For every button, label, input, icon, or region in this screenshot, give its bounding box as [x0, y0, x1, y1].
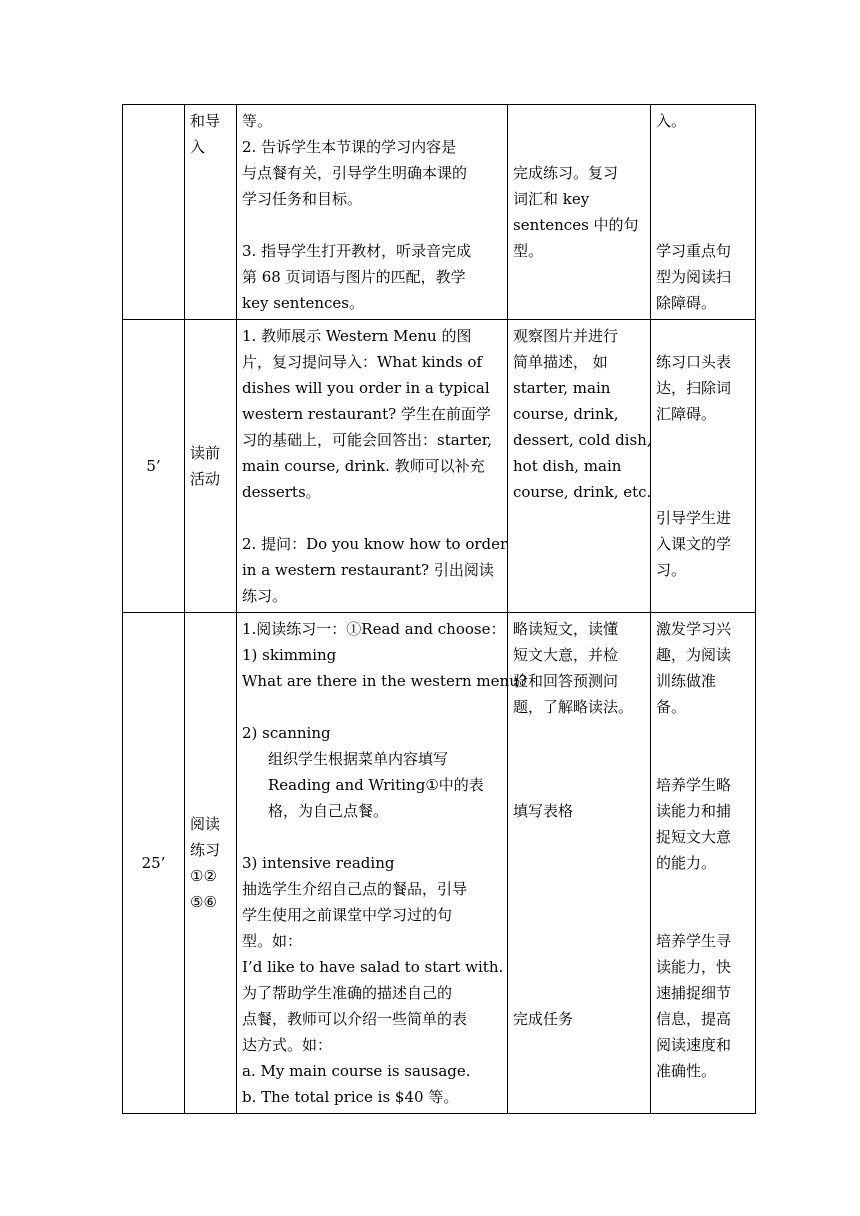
text-line: 词汇和 key — [513, 190, 590, 208]
teacher-activity-cell — [237, 320, 508, 613]
text-line: 3) intensive reading — [242, 854, 395, 872]
text-line: 除障碍。 — [656, 294, 717, 312]
blank-line — [656, 746, 750, 772]
stage-text-line: 读前 — [190, 444, 221, 462]
text-line: 达方式。如： — [242, 1036, 333, 1054]
stage-cell — [185, 320, 237, 613]
table-row — [123, 613, 756, 1114]
blank-line — [656, 186, 750, 212]
text-line: 型为阅读扫 — [656, 268, 732, 286]
text-line: 片，复习提问导入：What kinds of — [242, 353, 483, 371]
blank-line — [513, 928, 645, 954]
text-line: 型。如： — [242, 932, 303, 950]
blank-line — [513, 902, 645, 928]
text-line: 验和回答预测问 — [513, 672, 619, 690]
text-line: western restaurant? 学生在前面学 — [242, 405, 491, 423]
text-line: a. My main course is sausage. — [242, 1062, 471, 1080]
teacher-activity-cell — [237, 105, 508, 320]
text-line: 简单描述， 如 — [513, 353, 608, 371]
text-line: What are there in the western menu? — [242, 672, 527, 690]
text-line: 2. 提问：Do you know how to order — [242, 535, 508, 553]
text-line: 2. 告诉学生本节课的学习内容是 — [242, 138, 457, 156]
blank-line — [242, 212, 502, 238]
blank-line — [242, 694, 502, 720]
blank-line — [656, 323, 750, 349]
blank-line — [513, 134, 645, 160]
text-line: 入课文的学 — [656, 535, 732, 553]
text-line: 完成任务 — [513, 1010, 574, 1028]
blank-line — [513, 772, 645, 798]
text-line: 点餐，教师可以介绍一些简单的表 — [242, 1010, 468, 1028]
text-line: sentences 中的句 — [513, 216, 639, 234]
text-line: 为了帮助学生准确的描述自己的 — [242, 984, 453, 1002]
teacher-activity-cell — [237, 613, 527, 1114]
text-line: 达，扫除词 — [656, 379, 732, 397]
blank-line — [513, 980, 645, 1006]
stage-text-line: 活动 — [190, 470, 221, 488]
text-line: Reading and Writing①中的表 — [268, 776, 484, 794]
text-line: 激发学习兴 — [656, 620, 732, 638]
text-line: 汇障碍。 — [656, 405, 717, 423]
text-line: starter, main — [513, 379, 611, 397]
stage-text-line: 和导 — [190, 112, 221, 130]
blank-line — [513, 954, 645, 980]
text-line: b. The total price is $40 等。 — [242, 1088, 459, 1106]
blank-line — [513, 876, 645, 902]
text-line: desserts。 — [242, 483, 321, 501]
text-line: 3. 指导学生打开教材，听录音完成 — [242, 242, 472, 260]
text-line: 填写表格 — [513, 802, 574, 820]
stage-text-line: ①② — [190, 867, 217, 885]
text-line: I’d like to have salad to start with. — [242, 958, 504, 976]
text-line: 等。 — [242, 112, 273, 130]
time-cell: 25’ — [123, 613, 185, 1114]
text-line: course, drink, etc. — [513, 483, 652, 501]
text-line: 格，为自己点餐。 — [268, 802, 389, 820]
blank-line — [656, 134, 750, 160]
text-line: main course, drink. 教师可以补充 — [242, 457, 485, 475]
blank-line — [513, 850, 645, 876]
purpose-cell — [651, 613, 756, 1114]
stage-text-line: 练习 — [190, 841, 221, 859]
blank-line — [656, 479, 750, 505]
text-line: 培养学生寻 — [656, 932, 732, 950]
text-line: 略读短文，读懂 — [513, 620, 619, 638]
table-row — [123, 105, 756, 320]
text-line: course, drink, — [513, 405, 619, 423]
stage-text-line: ⑤⑥ — [190, 893, 217, 911]
text-line: 训练做准 — [656, 672, 717, 690]
time-cell: 5’ — [123, 320, 185, 613]
text-line: 练习口头表 — [656, 353, 732, 371]
text-line: 1.阅读练习一：①Read and choose： — [242, 620, 506, 638]
purpose-cell — [651, 105, 756, 320]
text-line: 练习。 — [242, 587, 288, 605]
blank-line — [656, 453, 750, 479]
text-line: 培养学生略 — [656, 776, 732, 794]
text-line: 第 68 页词语与图片的匹配，教学 — [242, 268, 466, 286]
text-line: 1. 教师展示 Western Menu 的图 — [242, 327, 472, 345]
text-line: 2) scanning — [242, 724, 331, 742]
blank-line — [513, 108, 645, 134]
student-activity-cell — [508, 320, 651, 613]
text-line: 短文大意，并检 — [513, 646, 619, 664]
text-line: 速捕捉细节 — [656, 984, 732, 1002]
text-line: 学生使用之前课堂中学习过的句 — [242, 906, 453, 924]
blank-line — [513, 824, 645, 850]
text-line: 组织学生根据菜单内容填写 — [268, 750, 449, 768]
blank-line — [513, 720, 645, 746]
blank-line — [656, 427, 750, 453]
blank-line — [242, 505, 502, 531]
text-line: 完成练习。复习 — [513, 164, 619, 182]
blank-line — [242, 824, 502, 850]
lesson-plan-table — [122, 104, 756, 1114]
text-line: dishes will you order in a typical — [242, 379, 490, 397]
blank-line — [656, 876, 750, 902]
text-line: 准确性。 — [656, 1062, 717, 1080]
text-line: 与点餐有关，引导学生明确本课的 — [242, 164, 468, 182]
purpose-cell — [651, 320, 756, 613]
text-line: 趣，为阅读 — [656, 646, 732, 664]
blank-line — [656, 902, 750, 928]
text-line: 学习重点句 — [656, 242, 732, 260]
text-line: dessert, cold dish, — [513, 431, 652, 449]
text-line: 捉短文大意 — [656, 828, 732, 846]
text-line: 入。 — [656, 112, 687, 130]
text-line: 1) skimming — [242, 646, 337, 664]
stage-cell — [185, 613, 237, 1114]
student-activity-cell — [508, 105, 651, 320]
text-line: 读能力和捕 — [656, 802, 732, 820]
text-line: 学习任务和目标。 — [242, 190, 363, 208]
table-row — [123, 320, 756, 613]
text-line: 习。 — [656, 561, 687, 579]
text-line: 信息，提高 — [656, 1010, 732, 1028]
text-line: 的能力。 — [656, 854, 717, 872]
text-line: 抽选学生介绍自己点的餐品，引导 — [242, 880, 468, 898]
text-line: 型。 — [513, 242, 544, 260]
stage-text-line: 入 — [190, 138, 206, 156]
time-cell — [123, 105, 185, 320]
student-activity-cell — [508, 613, 651, 1114]
text-line: 阅读速度和 — [656, 1036, 732, 1054]
blank-line — [656, 212, 750, 238]
blank-line — [513, 746, 645, 772]
text-line: 题，了解略读法。 — [513, 698, 634, 716]
stage-cell — [185, 105, 237, 320]
text-line: 备。 — [656, 698, 687, 716]
text-line: 引导学生进 — [656, 509, 732, 527]
stage-text-line: 阅读 — [190, 815, 221, 833]
text-line: hot dish, main — [513, 457, 622, 475]
text-line: 读能力，快 — [656, 958, 732, 976]
text-line: 观察图片并进行 — [513, 327, 619, 345]
blank-line — [656, 720, 750, 746]
text-line: key sentences。 — [242, 294, 364, 312]
blank-line — [656, 160, 750, 186]
text-line: 习的基础上，可能会回答出：starter, — [242, 431, 493, 449]
text-line: in a western restaurant? 引出阅读 — [242, 561, 494, 579]
